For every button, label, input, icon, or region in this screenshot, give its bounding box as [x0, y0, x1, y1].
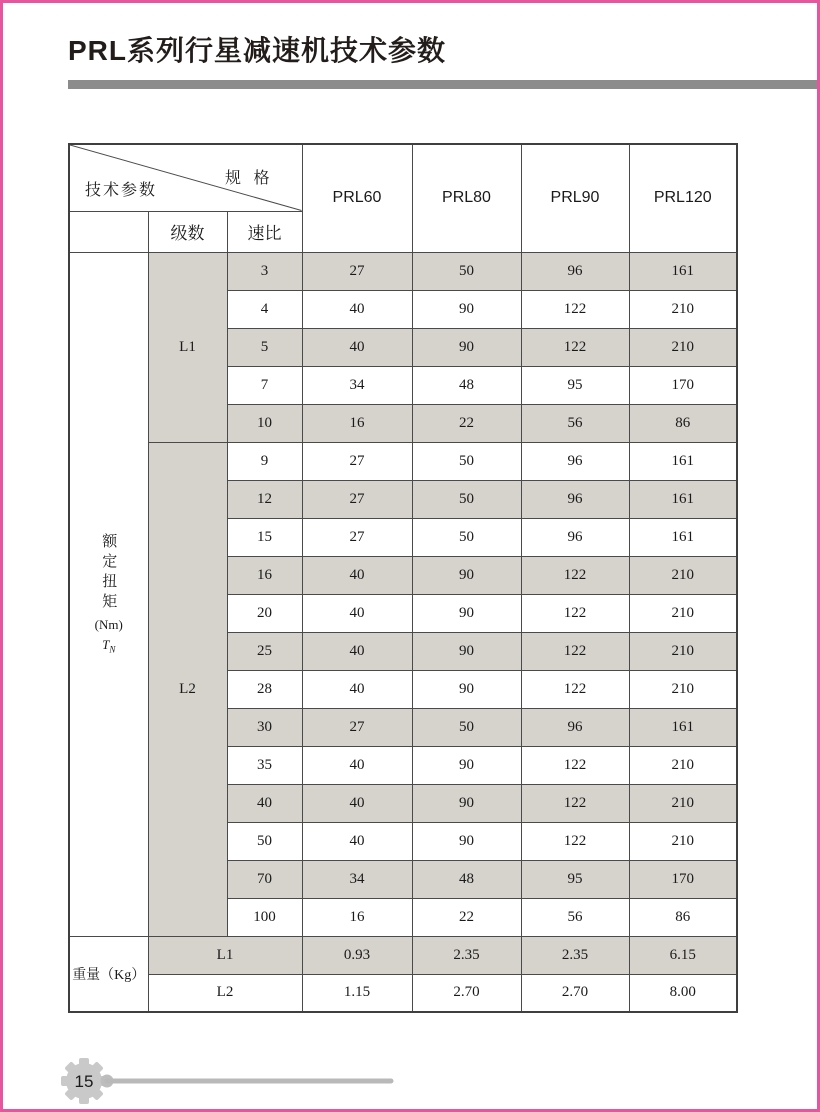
- value-cell-prl80: 90: [412, 822, 521, 860]
- weight-row: [69, 974, 737, 1012]
- torque-label-text: 额定扭矩: [100, 533, 117, 614]
- value-cell-prl120: 210: [629, 746, 737, 784]
- gear-icon: [61, 1058, 107, 1104]
- page-footer: [61, 1053, 421, 1109]
- torque-symbol: $T_N$: [102, 637, 116, 655]
- value-cell-prl80: 48: [412, 366, 521, 404]
- value-cell-prl80: 22: [412, 898, 521, 936]
- ratio-cell: 16: [227, 556, 302, 594]
- value-cell-prl80: 90: [412, 670, 521, 708]
- ratio-cell: 5: [227, 328, 302, 366]
- value-cell-prl60: 40: [302, 632, 412, 670]
- value-cell-prl90: 96: [521, 252, 629, 290]
- value-cell-prl120: 170: [629, 860, 737, 898]
- corner-spec-label: 规 格: [225, 170, 274, 187]
- value-cell-prl60: 40: [302, 594, 412, 632]
- corner-header-cell: [69, 144, 302, 211]
- weight-row: [69, 936, 737, 974]
- value-cell-prl60: 40: [302, 328, 412, 366]
- value-cell-prl80: 50: [412, 480, 521, 518]
- value-cell-prl120: 210: [629, 290, 737, 328]
- value-cell-prl80: 50: [412, 708, 521, 746]
- spec-table: [68, 143, 736, 1013]
- ratio-cell: 9: [227, 442, 302, 480]
- value-cell-prl60: 40: [302, 746, 412, 784]
- value-cell-prl120: 161: [629, 252, 737, 290]
- value-cell-prl120: 210: [629, 594, 737, 632]
- ratio-cell: 10: [227, 404, 302, 442]
- weight-value-cell-prl90: 2.70: [521, 974, 629, 1012]
- corner-param-label: 技术参数: [85, 181, 158, 199]
- value-cell-prl60: 27: [302, 480, 412, 518]
- value-cell-prl120: 86: [629, 898, 737, 936]
- value-cell-prl60: 27: [302, 442, 412, 480]
- stage-cell-l2: L2: [148, 442, 227, 936]
- value-cell-prl90: 96: [521, 480, 629, 518]
- value-cell-prl120: 170: [629, 366, 737, 404]
- value-cell-prl60: 27: [302, 518, 412, 556]
- value-cell-prl120: 161: [629, 480, 737, 518]
- value-cell-prl90: 56: [521, 404, 629, 442]
- title-underline-bar: [68, 80, 820, 89]
- ratio-cell: 12: [227, 480, 302, 518]
- stage-header-cell: 级数: [148, 211, 227, 252]
- value-cell-prl60: 16: [302, 404, 412, 442]
- value-cell-prl90: 95: [521, 366, 629, 404]
- value-cell-prl60: 40: [302, 784, 412, 822]
- value-cell-prl80: 90: [412, 556, 521, 594]
- table-row: [69, 442, 737, 480]
- weight-stage-cell-l1: L1: [148, 936, 302, 974]
- table-row: [69, 252, 737, 290]
- value-cell-prl90: 95: [521, 860, 629, 898]
- value-cell-prl80: 48: [412, 860, 521, 898]
- value-cell-prl80: 90: [412, 328, 521, 366]
- weight-value-cell-prl120: 8.00: [629, 974, 737, 1012]
- value-cell-prl90: 122: [521, 632, 629, 670]
- value-cell-prl120: 210: [629, 632, 737, 670]
- value-cell-prl80: 90: [412, 784, 521, 822]
- torque-axis-label: [69, 252, 148, 936]
- value-cell-prl90: 122: [521, 328, 629, 366]
- table-body: [69, 252, 737, 1012]
- value-cell-prl120: 161: [629, 442, 737, 480]
- weight-value-cell-prl60: 0.93: [302, 936, 412, 974]
- value-cell-prl90: 122: [521, 784, 629, 822]
- value-cell-prl120: 210: [629, 328, 737, 366]
- value-cell-prl120: 210: [629, 670, 737, 708]
- column-header-prl90: PRL90: [521, 144, 629, 252]
- value-cell-prl60: 27: [302, 252, 412, 290]
- ratio-cell: 35: [227, 746, 302, 784]
- empty-header-cell: [69, 211, 148, 252]
- weight-value-cell-prl80: 2.70: [412, 974, 521, 1012]
- value-cell-prl90: 122: [521, 290, 629, 328]
- ratio-cell: 40: [227, 784, 302, 822]
- value-cell-prl120: 161: [629, 518, 737, 556]
- value-cell-prl90: 96: [521, 708, 629, 746]
- value-cell-prl90: 96: [521, 442, 629, 480]
- stage-cell-l1: L1: [148, 252, 227, 442]
- torque-unit-text: (Nm): [94, 617, 123, 633]
- weight-label-cell: 重量（Kg）: [69, 936, 148, 1012]
- ratio-cell: 28: [227, 670, 302, 708]
- weight-value-cell-prl80: 2.35: [412, 936, 521, 974]
- value-cell-prl90: 122: [521, 746, 629, 784]
- value-cell-prl120: 210: [629, 556, 737, 594]
- weight-value-cell-prl90: 2.35: [521, 936, 629, 974]
- value-cell-prl80: 50: [412, 252, 521, 290]
- value-cell-prl60: 40: [302, 822, 412, 860]
- value-cell-prl60: 40: [302, 290, 412, 328]
- weight-value-cell-prl120: 6.15: [629, 936, 737, 974]
- value-cell-prl120: 210: [629, 784, 737, 822]
- value-cell-prl60: 40: [302, 670, 412, 708]
- value-cell-prl80: 90: [412, 290, 521, 328]
- value-cell-prl90: 122: [521, 670, 629, 708]
- value-cell-prl90: 96: [521, 518, 629, 556]
- value-cell-prl120: 210: [629, 822, 737, 860]
- value-cell-prl60: 27: [302, 708, 412, 746]
- ratio-cell: 7: [227, 366, 302, 404]
- ratio-cell: 3: [227, 252, 302, 290]
- value-cell-prl60: 34: [302, 860, 412, 898]
- ratio-cell: 70: [227, 860, 302, 898]
- column-header-prl80: PRL80: [412, 144, 521, 252]
- column-header-prl120: PRL120: [629, 144, 737, 252]
- value-cell-prl90: 122: [521, 594, 629, 632]
- ratio-cell: 50: [227, 822, 302, 860]
- weight-stage-cell-l2: L2: [148, 974, 302, 1012]
- value-cell-prl60: 34: [302, 366, 412, 404]
- value-cell-prl120: 161: [629, 708, 737, 746]
- ratio-cell: 100: [227, 898, 302, 936]
- weight-value-cell-prl60: 1.15: [302, 974, 412, 1012]
- value-cell-prl60: 16: [302, 898, 412, 936]
- value-cell-prl90: 56: [521, 898, 629, 936]
- ratio-cell: 20: [227, 594, 302, 632]
- value-cell-prl90: 122: [521, 822, 629, 860]
- value-cell-prl80: 90: [412, 632, 521, 670]
- value-cell-prl80: 50: [412, 518, 521, 556]
- value-cell-prl80: 90: [412, 594, 521, 632]
- value-cell-prl120: 86: [629, 404, 737, 442]
- column-header-prl60: PRL60: [302, 144, 412, 252]
- ratio-cell: 25: [227, 632, 302, 670]
- page-title: PRL系列行星减速机技术参数: [68, 35, 447, 66]
- value-cell-prl80: 90: [412, 746, 521, 784]
- ratio-cell: 15: [227, 518, 302, 556]
- value-cell-prl60: 40: [302, 556, 412, 594]
- page-number: 15: [74, 1072, 94, 1091]
- ratio-cell: 30: [227, 708, 302, 746]
- value-cell-prl80: 22: [412, 404, 521, 442]
- ratio-cell: 4: [227, 290, 302, 328]
- ratio-header-cell: 速比: [227, 211, 302, 252]
- value-cell-prl90: 122: [521, 556, 629, 594]
- header-row-1: [69, 144, 737, 211]
- value-cell-prl80: 50: [412, 442, 521, 480]
